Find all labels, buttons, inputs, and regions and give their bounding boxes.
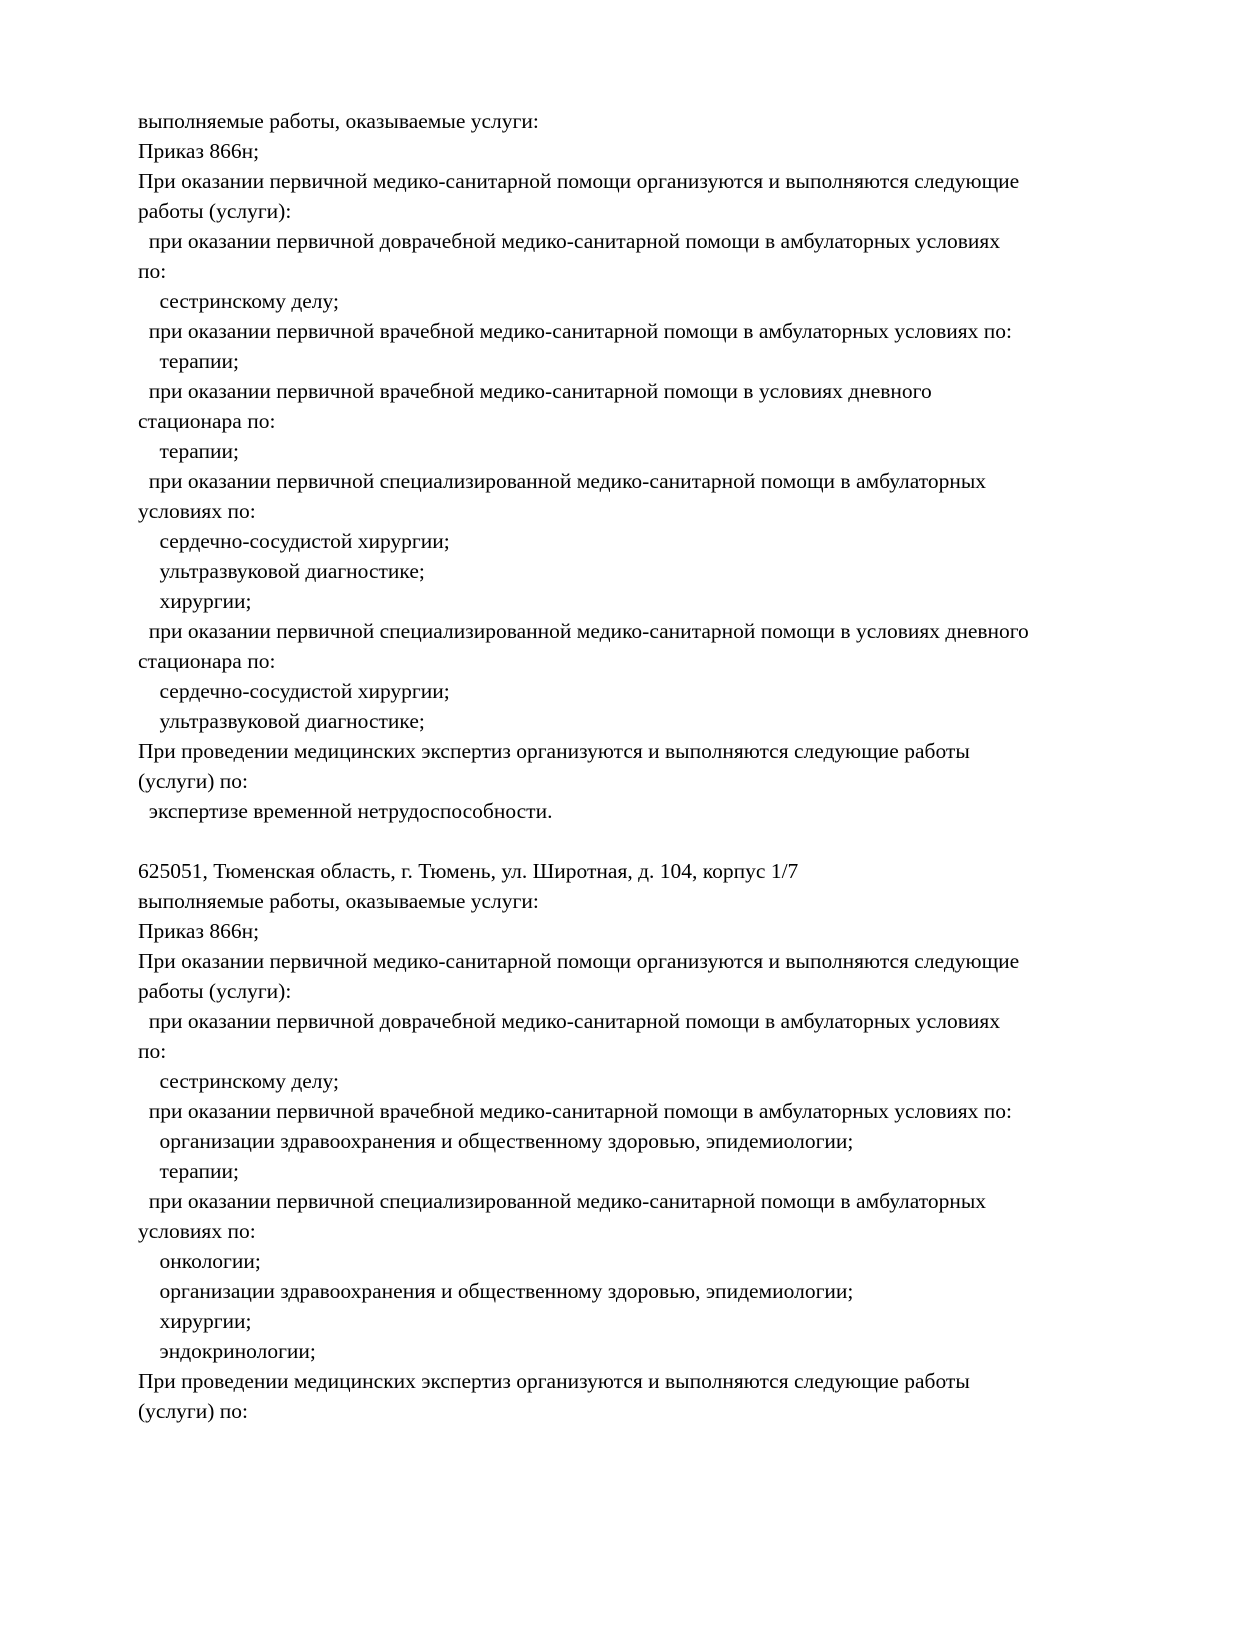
text-line: при оказании первичной доврачебной медико-санитарной помощи в амбулаторных условиях: [138, 229, 1001, 253]
text-line: организации здравоохранения и общественному здоровью, эпидемиологии;: [138, 1129, 854, 1153]
text-line: работы (услуги):: [138, 199, 292, 223]
text-line: по:: [138, 1039, 167, 1063]
text-line: при оказании первичной врачебной медико-санитарной помощи в условиях дневного: [138, 379, 932, 403]
text-line: экспертизе временной нетрудоспособности.: [138, 799, 553, 823]
text-line: (услуги) по:: [138, 1399, 249, 1423]
text-line: Приказ 866н;: [138, 919, 260, 943]
text-line: хирургии;: [138, 1309, 252, 1333]
text-line: условиях по:: [138, 1219, 256, 1243]
text-line: при оказании первичной специализированной медико-санитарной помощи в условиях дневного: [138, 619, 1029, 643]
text-line: При проведении медицинских экспертиз организуются и выполняются следующие работы: [138, 739, 970, 763]
text-line: выполняемые работы, оказываемые услуги:: [138, 889, 539, 913]
document-section: [138, 856, 1170, 1426]
text-line: сердечно-сосудистой хирургии;: [138, 679, 450, 703]
text-line: терапии;: [138, 349, 239, 373]
text-line: При оказании первичной медико-санитарной помощи организуются и выполняются следующие: [138, 949, 1020, 973]
text-line: при оказании первичной доврачебной медико-санитарной помощи в амбулаторных условиях: [138, 1009, 1001, 1033]
text-line: стационара по:: [138, 649, 276, 673]
text-line: (услуги) по:: [138, 769, 249, 793]
text-line: работы (услуги):: [138, 979, 292, 1003]
text-line: ультразвуковой диагностике;: [138, 709, 425, 733]
text-line: при оказании первичной специализированной медико-санитарной помощи в амбулаторных: [138, 469, 987, 493]
text-line: по:: [138, 259, 167, 283]
text-line: выполняемые работы, оказываемые услуги:: [138, 109, 539, 133]
text-line: эндокринологии;: [138, 1339, 316, 1363]
text-line: стационара по:: [138, 409, 276, 433]
text-line: терапии;: [138, 439, 239, 463]
text-line: 625051, Тюменская область, г. Тюмень, ул. Широтная, д. 104, корпус 1/7: [138, 859, 799, 883]
text-line: при оказании первичной врачебной медико-санитарной помощи в амбулаторных условиях по:: [138, 1099, 1012, 1123]
document-section: [138, 106, 1170, 826]
text-line: онкологии;: [138, 1249, 261, 1273]
text-line: при оказании первичной врачебной медико-санитарной помощи в амбулаторных условиях по:: [138, 319, 1012, 343]
text-line: хирургии;: [138, 589, 252, 613]
text-line: ультразвуковой диагностике;: [138, 559, 425, 583]
text-line: терапии;: [138, 1159, 239, 1183]
text-line: при оказании первичной специализированной медико-санитарной помощи в амбулаторных: [138, 1189, 987, 1213]
text-line: сестринскому делу;: [138, 1069, 339, 1093]
text-line: организации здравоохранения и общественному здоровью, эпидемиологии;: [138, 1279, 854, 1303]
text-line: сестринскому делу;: [138, 289, 339, 313]
text-line: сердечно-сосудистой хирургии;: [138, 529, 450, 553]
document-content: [138, 106, 1170, 1426]
text-line: При проведении медицинских экспертиз организуются и выполняются следующие работы: [138, 1369, 970, 1393]
text-line: условиях по:: [138, 499, 256, 523]
text-line: При оказании первичной медико-санитарной помощи организуются и выполняются следующие: [138, 169, 1020, 193]
text-line: Приказ 866н;: [138, 139, 260, 163]
